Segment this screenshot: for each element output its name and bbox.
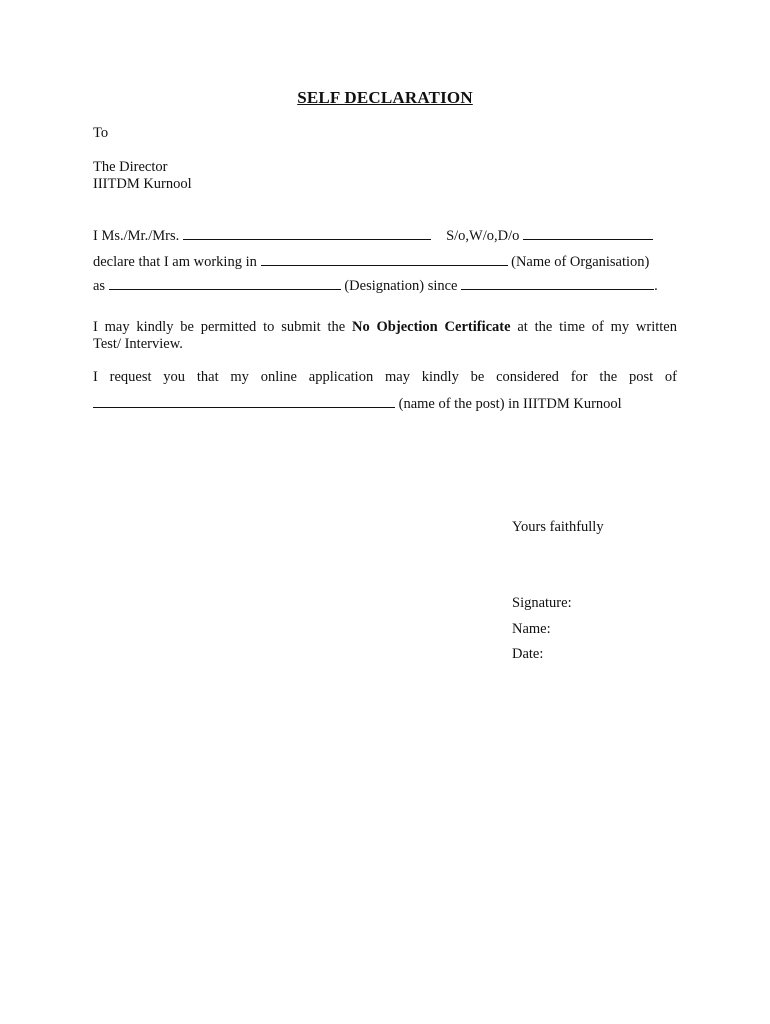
- recipient-institute: IIITDM Kurnool: [93, 176, 192, 192]
- declaration-line-organisation: [93, 252, 649, 271]
- signature-label: Signature:: [512, 595, 572, 611]
- designation-hint: (Designation) since: [344, 278, 458, 294]
- organisation-prefix: declare that I am working in: [93, 254, 257, 270]
- relation-label: S/o,W/o,D/o: [446, 228, 520, 244]
- designation-prefix: as: [93, 278, 106, 294]
- declaration-line-name: [93, 226, 653, 245]
- declaration-line-designation: [93, 276, 658, 295]
- organisation-hint: (Name of Organisation): [511, 254, 650, 270]
- closing-text: Yours faithfully: [512, 519, 604, 535]
- document-title: SELF DECLARATION: [297, 88, 473, 107]
- post-hint: (name of the post) in IIITDM Kurnool: [398, 396, 622, 412]
- noc-text-start: I may kindly be permitted to submit the: [93, 319, 346, 335]
- post-name-blank[interactable]: [93, 394, 395, 408]
- organisation-blank[interactable]: [261, 252, 508, 266]
- relation-blank[interactable]: [523, 226, 653, 240]
- line3-period: .: [654, 278, 658, 294]
- noc-bold-text: No Objection Certificate: [352, 319, 511, 335]
- recipient-title: The Director: [93, 159, 168, 175]
- designation-blank[interactable]: [109, 276, 341, 290]
- since-blank[interactable]: [461, 276, 654, 290]
- name-label: Name:: [512, 621, 551, 637]
- name-prefix: I Ms./Mr./Mrs.: [93, 228, 180, 244]
- salutation: To: [93, 125, 109, 141]
- post-request-line2: [93, 394, 622, 413]
- name-blank[interactable]: [183, 226, 431, 240]
- noc-request-line2: Test/ Interview.: [93, 336, 183, 352]
- noc-text-end: at the time of my written: [517, 319, 677, 335]
- date-label: Date:: [512, 646, 544, 662]
- post-request-line1: I request you that my online application may kindly be considered for the post of: [93, 369, 677, 385]
- noc-request-line1: [93, 319, 677, 336]
